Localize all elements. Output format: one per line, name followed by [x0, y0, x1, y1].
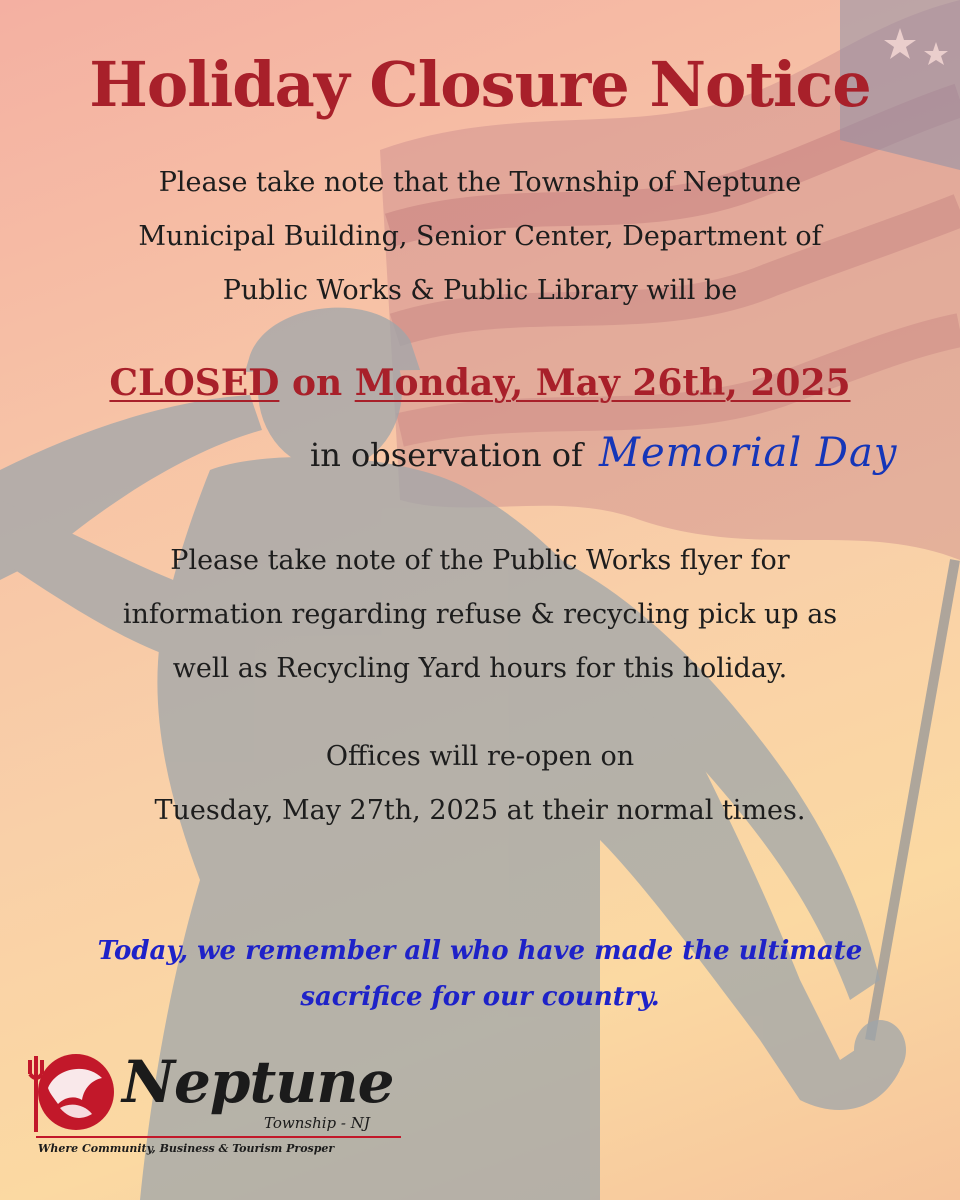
tribute-line: sacrifice for our country.: [300, 982, 660, 1012]
intro-line: Public Works & Public Library will be: [222, 275, 738, 306]
flyer-paragraph: [40, 534, 920, 696]
holiday-name: Memorial Day: [599, 430, 898, 476]
closure-date: Monday, May 26th, 2025: [354, 362, 851, 404]
neptune-township-logo: [26, 1044, 406, 1164]
closure-date-line: [0, 362, 960, 404]
reopen-line: Tuesday, May 27th, 2025 at their normal times.: [154, 795, 806, 826]
logo-tagline: Where Community, Business & Tourism Prosper: [38, 1142, 335, 1155]
reopen-line: Offices will re-open on: [325, 741, 635, 772]
closed-word: CLOSED: [109, 362, 280, 404]
logo-subtitle: Township - NJ: [264, 1114, 370, 1132]
logo-name: Neptune: [122, 1048, 394, 1116]
intro-line: Municipal Building, Senior Center, Department of: [138, 221, 822, 252]
logo-divider: [36, 1136, 401, 1138]
flyer-line: information regarding refuse & recycling pick up as: [122, 599, 838, 630]
intro-line: Please take note that the Township of Neptune: [158, 167, 802, 198]
tribute-message: [40, 928, 920, 1020]
neptune-trident-logo-icon: [26, 1048, 122, 1138]
closed-connector: on: [291, 362, 343, 404]
page-title: Holiday Closure Notice: [89, 48, 871, 121]
reopen-paragraph: [40, 730, 920, 838]
intro-paragraph: [40, 156, 920, 318]
flyer-line: well as Recycling Yard hours for this holiday.: [172, 653, 788, 684]
observation-prefix: in observation of: [310, 436, 583, 474]
observation-line: [310, 430, 950, 476]
tribute-line: Today, we remember all who have made the ultimate: [97, 936, 863, 966]
flyer-line: Please take note of the Public Works flyer for: [170, 545, 790, 576]
